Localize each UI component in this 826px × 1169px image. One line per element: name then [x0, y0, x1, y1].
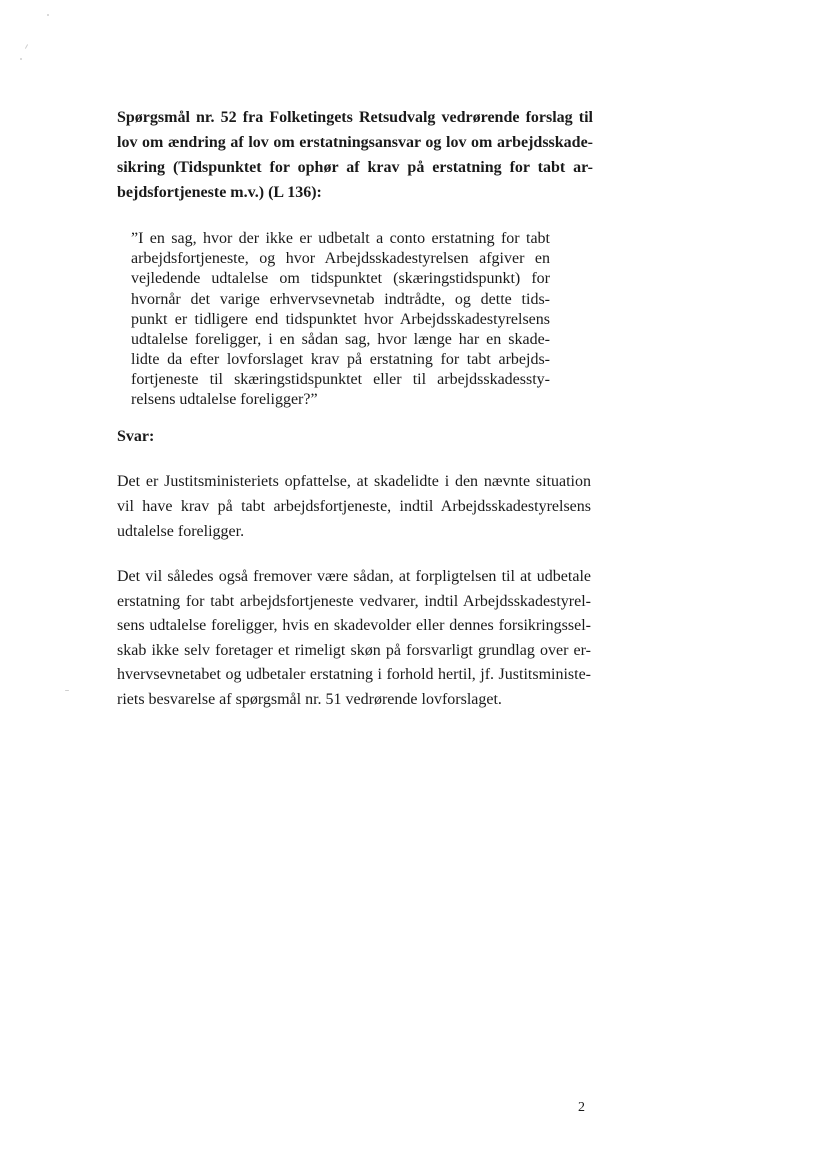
question-line: fortjeneste til skæringstidspunktet eller til arbejdsskadessty-: [131, 371, 550, 388]
question-line: udtalelse foreligger, i en sådan sag, hvor længe har en skade-: [131, 331, 550, 348]
paragraph-line: riets besvarelse af spørgsmål nr. 51 vedrørende lovforslaget.: [117, 691, 502, 708]
heading-line: bejdsfortjeneste m.v.) (L 136):: [117, 184, 322, 201]
question-line: punkt er tidligere end tidspunktet hvor Arbejdsskadestyrelsens: [131, 311, 550, 328]
question-line: relsens udtalelse foreligger?”: [131, 391, 318, 408]
heading-line: Spørgsmål nr. 52 fra Folketingets Retsudvalg vedrørende forslag til: [117, 109, 593, 126]
scan-speck: [25, 44, 28, 49]
question-line: arbejdsfortjeneste, og hvor Arbejdsskadestyrelsen afgiver en: [131, 250, 550, 267]
scan-speck: [20, 58, 22, 60]
paragraph-line: skab ikke selv foretager et rimeligt skøn på forsvarligt grundlag over er-: [117, 642, 591, 659]
heading-line: sikring (Tidspunktet for ophør af krav på erstatning for tabt ar-: [117, 159, 593, 176]
scan-speck: [47, 14, 49, 16]
paragraph-line: hvervsevnetabet og udbetaler erstatning i forhold hertil, jf. Justitsministe-: [117, 666, 591, 683]
question-line: lidte da efter lovforslaget krav på erstatning for tabt arbejds-: [131, 351, 550, 368]
paragraph-line: sens udtalelse foreligger, hvis en skadevolder eller dennes forsikringssel-: [117, 617, 591, 634]
paragraph-line: erstatning for tabt arbejdsfortjeneste vedvarer, indtil Arbejdsskadestyrel-: [117, 593, 591, 610]
answer-label: Svar:: [117, 428, 155, 445]
heading-line: lov om ændring af lov om erstatningsansvar og lov om arbejdsskade-: [117, 134, 593, 151]
paragraph-line: Det vil således også fremover være sådan, at forpligtelsen til at udbetale: [117, 568, 591, 585]
question-line: ”I en sag, hvor der ikke er udbetalt a conto erstatning for tabt: [131, 230, 550, 247]
page-number: 2: [578, 1100, 585, 1115]
question-line: hvornår det varige erhvervsevnetab indtrådte, og dette tids-: [131, 291, 550, 308]
paragraph-line: udtalelse foreligger.: [117, 523, 245, 540]
scan-speck: [65, 690, 69, 691]
paragraph-line: Det er Justitsministeriets opfattelse, at skadelidte i den nævnte situation: [117, 473, 591, 490]
paragraph-line: vil have krav på tabt arbejdsfortjeneste, indtil Arbejdsskadestyrelsens: [117, 498, 591, 515]
question-line: vejledende udtalelse om tidspunktet (skæringstidspunkt) for: [131, 270, 550, 287]
